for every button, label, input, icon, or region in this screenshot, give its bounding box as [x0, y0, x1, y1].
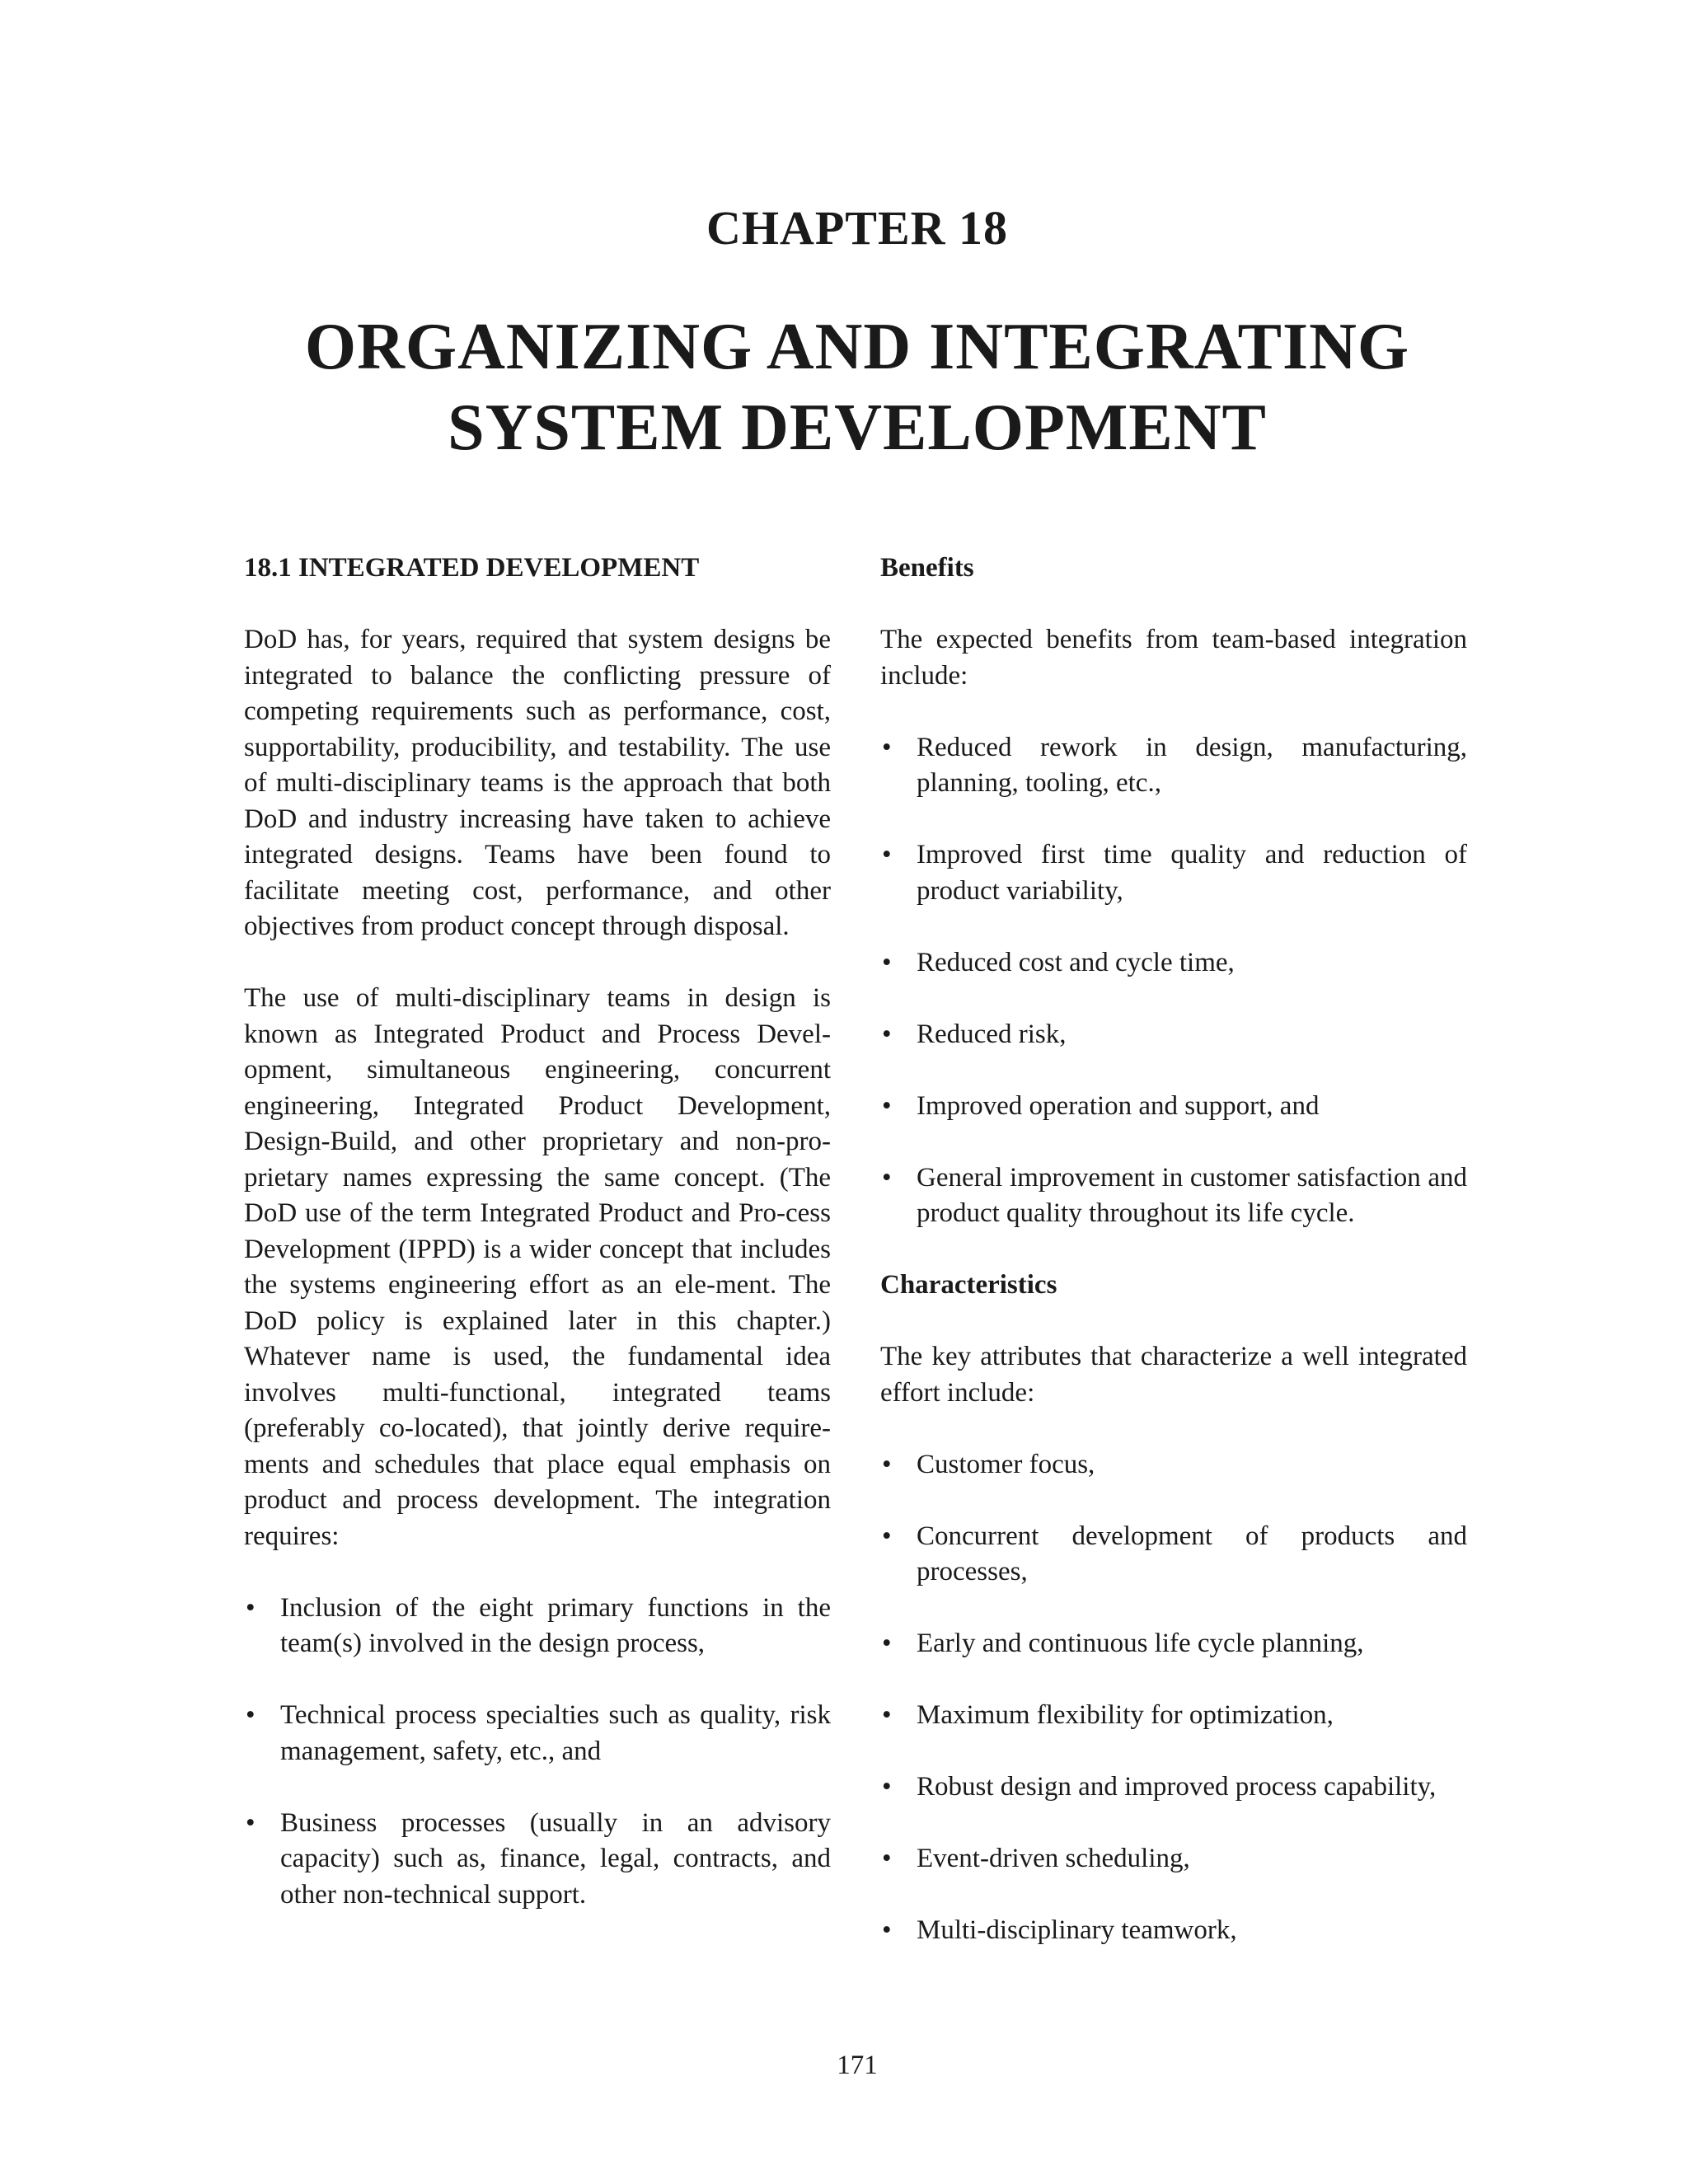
page-number: 171	[837, 2050, 878, 2080]
list-item	[880, 837, 1467, 909]
bullet-glyph: •	[246, 1807, 256, 1838]
list-item	[880, 1698, 1467, 1734]
bullet-glyph: •	[246, 1592, 256, 1623]
bullet-glyph: •	[882, 1449, 892, 1479]
list-item	[880, 1841, 1467, 1877]
bullet-glyph: •	[882, 1521, 892, 1551]
characteristics-heading: Characteristics	[880, 1270, 1057, 1300]
list-item-text: Customer focus,	[917, 1449, 1095, 1479]
list-item	[244, 1698, 831, 1769]
list-item-text: Concurrent development of products and processes,	[917, 1521, 1467, 1586]
list-item	[880, 1017, 1467, 1053]
list-item-text: Maximum flexibility for optimization,	[917, 1700, 1334, 1730]
left-column	[244, 551, 831, 1949]
list-item	[244, 1806, 831, 1914]
characteristics-list	[880, 1447, 1467, 1949]
paragraph-1: DoD has, for years, required that system designs be integrated to balance the conflicting pressure of competing requirements such as performance, cost, supportability, producibility, and testability. The use of multi-disciplinary teams is the approach that both DoD and industry increasing have taken to achieve integrated designs. Teams have been found to facilitate meeting cost, performance, and other objectives from product concept through disposal.	[244, 625, 831, 941]
bullet-glyph: •	[882, 1844, 892, 1873]
bullet-glyph: •	[246, 1700, 256, 1730]
bullet-glyph: •	[882, 1629, 892, 1658]
list-item-text: Early and continuous life cycle planning,	[917, 1629, 1364, 1658]
section-heading: 18.1 INTEGRATED DEVELOPMENT	[244, 553, 700, 583]
right-column	[880, 551, 1467, 1985]
list-item	[244, 1591, 831, 1662]
list-item-text: Event-driven scheduling,	[917, 1844, 1190, 1873]
bullet-glyph: •	[882, 1162, 892, 1193]
characteristics-intro: The key attributes that characterize a well integrated effort include:	[880, 1342, 1467, 1408]
requirements-list	[244, 1591, 831, 1914]
list-item-text: Robust design and improved process capability,	[917, 1772, 1437, 1802]
list-item-text: Inclusion of the eight primary functions in the team(s) involved in the design process,	[280, 1592, 831, 1658]
list-item-text: Reduced risk,	[917, 1019, 1067, 1049]
bullet-glyph: •	[882, 840, 892, 869]
bullet-glyph: •	[882, 1090, 892, 1121]
list-item-text: Improved operation and support, and	[917, 1090, 1320, 1121]
list-item-text: General improvement in customer satisfaction and product quality throughout its life cycle.	[917, 1162, 1467, 1228]
chapter-title-line-2: SYSTEM DEVELOPMENT	[448, 391, 1267, 464]
list-item-text: Improved first time quality and reduction of product variability,	[917, 840, 1467, 906]
list-item	[880, 1089, 1467, 1125]
benefits-list	[880, 730, 1467, 1232]
bullet-glyph: •	[882, 1019, 892, 1049]
chapter-label: CHAPTER 18	[706, 201, 1009, 255]
bullet-glyph: •	[882, 732, 892, 762]
list-item	[880, 1769, 1467, 1806]
chapter-title-line-1: ORGANIZING AND INTEGRATING	[304, 311, 1410, 383]
bullet-glyph: •	[882, 1915, 892, 1945]
benefits-intro: The expected benefits from team-based integration include:	[880, 625, 1467, 691]
list-item	[880, 1447, 1467, 1483]
list-item	[880, 1160, 1467, 1232]
bullet-glyph: •	[882, 1700, 892, 1730]
list-item-text: Multi-disciplinary teamwork,	[917, 1915, 1237, 1945]
list-item	[880, 1626, 1467, 1662]
list-item-text: Reduced rework in design, manufacturing, planning, tooling, etc.,	[917, 732, 1467, 798]
paragraph-2: The use of multi-disciplinary teams in design is known as Integrated Product and Process Devel-opment, simultaneous engineering, concurrent engineering, Integrated Product Development, Design-Build, and other proprietary and non-pro-prietary names expressing the same concept. (The DoD use of the term Integrated Product and Pro-cess Development (IPPD) is a wider concept that includes the systems engineering effort as an ele-ment. The DoD policy is explained later in this chapter.) Whatever name is used, the fundamental idea involves multi-functional, integrated teams (preferably co-located), that jointly derive require-ments and schedules that place equal emphasis on product and process development. The integration requires:	[244, 983, 831, 1551]
benefits-heading: Benefits	[880, 553, 974, 583]
bullet-glyph: •	[882, 947, 892, 977]
list-item-text: Business processes (usually in an advisory capacity) such as, finance, legal, contracts, and other non-technical support.	[280, 1807, 831, 1910]
list-item-text: Technical process specialties such as quality, risk management, safety, etc., and	[280, 1700, 831, 1766]
list-item	[880, 1913, 1467, 1949]
list-item	[880, 945, 1467, 982]
bullet-glyph: •	[882, 1772, 892, 1802]
list-item-text: Reduced cost and cycle time,	[917, 947, 1235, 977]
chapter-title	[0, 307, 1688, 468]
list-item	[880, 1519, 1467, 1591]
list-item	[880, 730, 1467, 802]
